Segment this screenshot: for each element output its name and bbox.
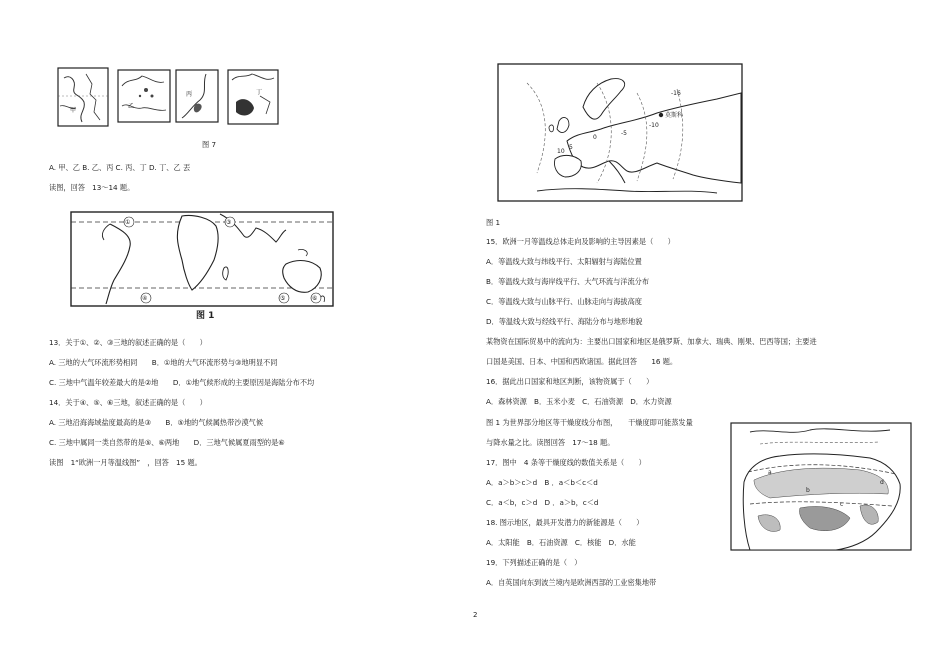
aridity-label-c: c xyxy=(840,501,844,508)
q16-stem: 16．据此出口国家和地区判断，该物资属于（ ） xyxy=(486,377,654,386)
aridity-label-a: a xyxy=(768,469,772,476)
q14-option-cd: C. 三地中属同一类自然带的是⑤、⑥两地 D．三地气候属夏雨型的是⑥ xyxy=(49,438,285,447)
aridity-label-b: b xyxy=(806,487,810,494)
figure-7-caption: 图 7 xyxy=(202,140,217,149)
aridity-label-d: d xyxy=(880,479,884,486)
map-label-yi: 乙 xyxy=(128,103,135,110)
marker-6: ⑥ xyxy=(312,295,318,302)
q14-stem: 14．关于④、⑤、⑥三地，叙述正确的是（ ） xyxy=(49,398,207,407)
q15-option-a: A．等温线大致与纬线平行、太阳辐射与海陆位置 xyxy=(486,257,642,266)
figure-europe-caption: 图 1 xyxy=(486,218,501,227)
intro-17-line1: 图 1 为世界部分地区等干燥度线分布图， 干燥度即可能蒸发量 xyxy=(486,418,693,427)
isotherm-label-minus16: -16 xyxy=(671,90,681,97)
city-label-moscow: 莫斯科 xyxy=(665,112,684,119)
q15-option-b: B．等温线大致与海岸线平行、大气环流与洋流分布 xyxy=(486,277,650,286)
marker-3: ③ xyxy=(226,219,232,226)
intro-16-line2: 口国是美国、日本、中国和西欧诸国。据此回答 16 题。 xyxy=(486,357,678,366)
intro-17-line2: 与降水量之比。读图回答 17～18 题。 xyxy=(486,438,615,447)
figure-europe-isotherm-map xyxy=(497,63,743,203)
isotherm-label-5: 5 xyxy=(569,144,573,151)
intro-15: 读图 1“欧洲一月等温线图” ，回答 15 题。 xyxy=(49,458,202,467)
q15-stem: 15．欧洲一月等温线总体走向及影响的主导因素是（ ） xyxy=(486,237,675,246)
q17-option-ab: A．a＞b＞c＞d B ．a＜b＜c＜d xyxy=(486,478,598,487)
figure-1-caption: 图 1 xyxy=(196,311,215,321)
q19-stem: 19．下列描述正确的是（ ） xyxy=(486,558,582,567)
map-label-jia: 甲 xyxy=(70,107,77,114)
map-label-ding: 丁 xyxy=(256,89,263,96)
q16-options: A．森林资源 B．玉米小麦 C．石油资源 D．水力资源 xyxy=(486,397,672,406)
q12-options: A. 甲、乙 B. 乙、丙 C. 丙、丁 D. 丁、乙 丟 xyxy=(49,163,191,172)
intro-16-line1: 某物资在国际贸易中的流向为：主要出口国家和地区是俄罗斯、加拿大、瑞典、刚果、巴西等国；主要进 xyxy=(486,337,817,346)
figure-aridity-map xyxy=(730,422,912,552)
figure-1-world-map xyxy=(70,210,334,310)
q15-option-c: C．等温线大致与山脉平行、山脉走向与海拔高度 xyxy=(486,297,642,306)
marker-5: ⑤ xyxy=(280,295,286,302)
q13-stem: 13．关于①、②、③三地的叙述正确的是（ ） xyxy=(49,338,207,347)
page-number: 2 xyxy=(473,611,478,619)
q18-options: A．太阳能 B．石油资源 C．核能 D．水能 xyxy=(486,538,636,547)
intro-13-14: 读图，回答 13～14 题。 xyxy=(49,183,135,192)
q17-option-cd: C．a＜b，c＞d D ．a＞b，c＜d xyxy=(486,498,599,507)
q19-option-a: A．自英国向东到波兰境内是欧洲西部的工业密集地带 xyxy=(486,578,657,587)
q13-option-cd: C. 三地中气温年较差最大的是②地 D．①地气候形成的主要原因是海陆分布不均 xyxy=(49,378,315,387)
isotherm-label-10: 10 xyxy=(557,148,565,155)
isotherm-label-minus5: -5 xyxy=(621,130,627,137)
figure-7-maps xyxy=(56,66,281,132)
q18-stem: 18. 图示地区，最具开发潜力的新能源是（ ） xyxy=(486,518,644,527)
q17-stem: 17．图中 4 条等干燥度线的数值关系是（ ） xyxy=(486,458,646,467)
q15-option-d: D．等温线大致与经线平行、海陆分布与地形地貌 xyxy=(486,317,643,326)
isotherm-label-0: 0 xyxy=(593,134,597,141)
q13-option-ab: A. 三地的大气环流形势相同 B．①地的大气环流形势与③地明显不同 xyxy=(49,358,278,367)
isotherm-label-minus10: -10 xyxy=(649,122,659,129)
marker-4: ④ xyxy=(142,295,148,302)
q14-option-ab: A. 三地沿海海域盐度最高的是③ B．⑤地的气候属热带沙漠气候 xyxy=(49,418,264,427)
marker-1: ① xyxy=(125,219,131,226)
map-label-bing: 丙 xyxy=(186,91,193,98)
